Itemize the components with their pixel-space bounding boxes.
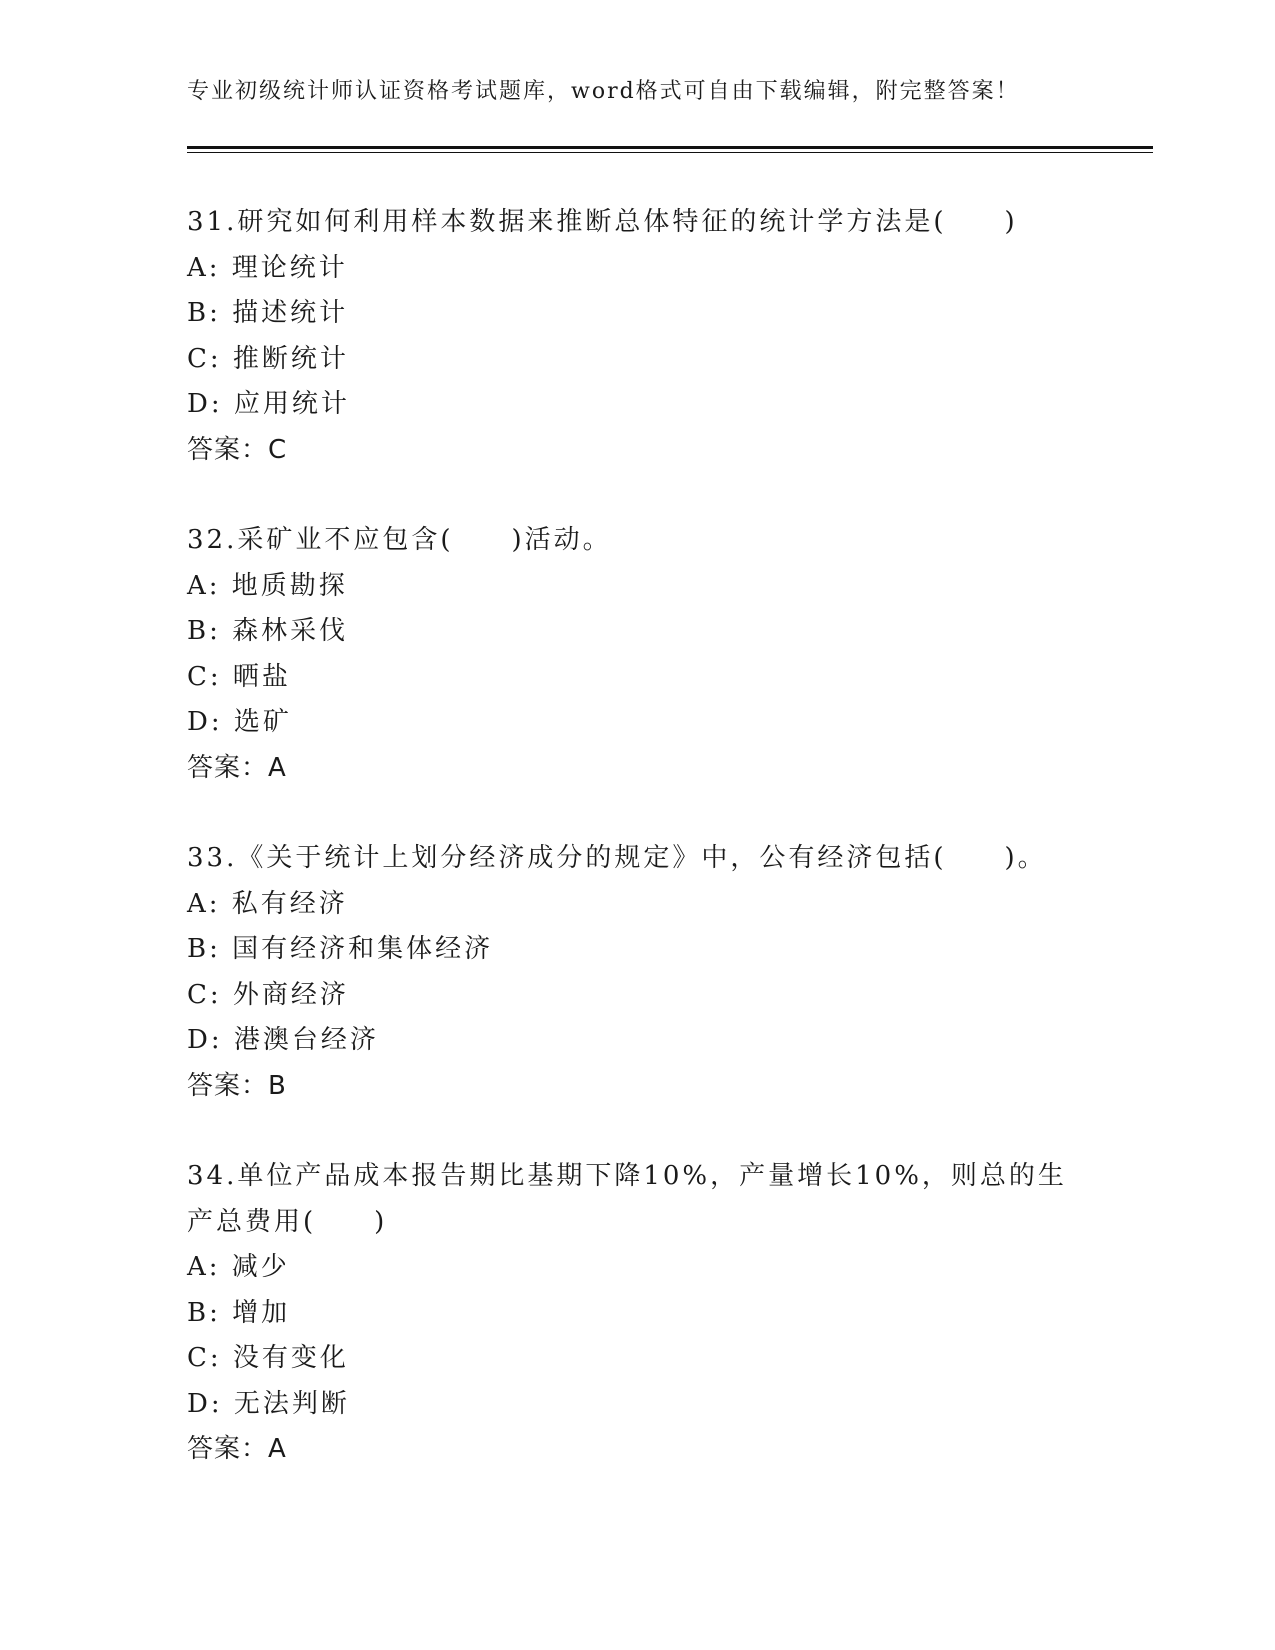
option-d: D: 选矿 [187,707,292,737]
answer-label: 答案：A [187,1434,287,1464]
header-rule-thin [187,152,1153,153]
header-rule-thick [187,146,1153,149]
option-c: C: 没有变化 [187,1343,349,1373]
question-31 [187,200,1087,473]
option-a: A: 减少 [187,1252,290,1282]
option-a: A: 私有经济 [187,888,348,919]
option-c: C: 推断统计 [187,343,349,374]
question-list [187,200,1087,1518]
question-34 [187,1154,1087,1473]
question-stem: 31.研究如何利用样本数据来推断总体特征的统计学方法是( ) [187,207,1018,237]
question-stem: 33.《关于统计上划分经济成分的规定》中，公有经济包括( )。 [187,843,1047,873]
option-a: A: 地质勘探 [187,570,348,601]
question-32 [187,518,1087,791]
option-d: D: 港澳台经济 [187,1025,379,1055]
option-d: D: 无法判断 [187,1388,350,1419]
answer-label: 答案：B [187,1070,287,1101]
option-a: A: 理论统计 [187,252,348,283]
page-header: 专业初级统计师认证资格考试题库，word格式可自由下载编辑，附完整答案！ [187,79,1020,104]
answer-label: 答案：C [187,434,288,465]
option-d: D: 应用统计 [187,389,350,419]
answer-label: 答案：A [187,752,287,783]
question-stem: 32.采矿业不应包含( )活动。 [187,525,612,555]
option-c: C: 外商经济 [187,979,349,1010]
question-stem: 34.单位产品成本报告期比基期下降10%，产量增长10%，则总的生产总费用( ) [187,1161,1067,1237]
option-b: B: 增加 [187,1297,291,1328]
option-b: B: 森林采伐 [187,616,349,646]
question-33 [187,836,1087,1109]
option-c: C: 晒盐 [187,661,291,692]
option-b: B: 描述统计 [187,298,349,328]
option-b: B: 国有经济和集体经济 [187,934,494,964]
